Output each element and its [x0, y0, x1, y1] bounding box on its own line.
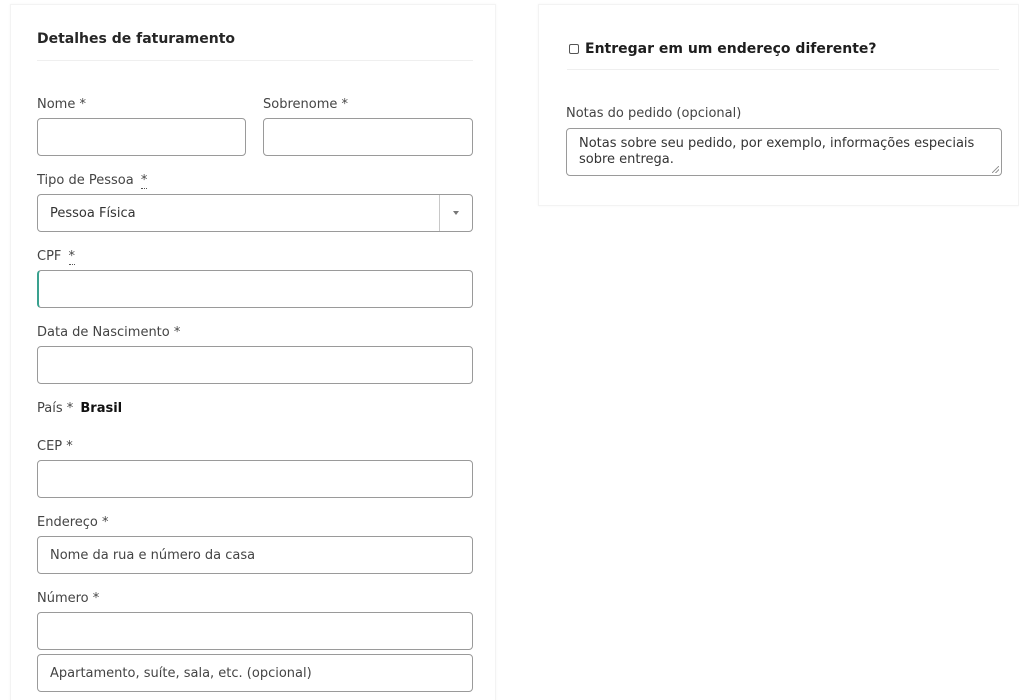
required-mark: * [102, 515, 109, 530]
postcode-input[interactable] [37, 460, 473, 498]
country-value: Brasil [80, 401, 123, 416]
required-mark: * [68, 249, 76, 264]
order-notes-textarea[interactable] [566, 128, 1002, 176]
required-mark: * [79, 97, 86, 112]
cpf-label [37, 249, 75, 264]
address-label-text: Endereço [37, 515, 98, 530]
address-2-input[interactable] [37, 654, 473, 692]
resize-handle-icon[interactable] [992, 166, 999, 173]
required-mark: * [173, 325, 181, 340]
required-mark: * [66, 401, 74, 416]
first-name-input[interactable] [37, 118, 246, 156]
birth-date-input[interactable] [37, 346, 473, 384]
ship-different-label[interactable]: Entregar em um endereço diferente? [585, 41, 877, 57]
person-type-label-text: Tipo de Pessoa [37, 173, 134, 188]
chevron-down-icon[interactable] [439, 195, 472, 231]
required-mark: * [341, 97, 349, 112]
postcode-label-text: CEP [37, 439, 63, 454]
number-label-text: Número [37, 591, 89, 606]
birth-date-label-text: Data de Nascimento [37, 325, 170, 340]
order-notes-placeholder: Notas sobre seu pedido, por exemplo, informações especiais sobre entrega. [579, 136, 975, 167]
person-type-label [37, 173, 147, 188]
last-name-label [263, 97, 348, 112]
cpf-label-text: CPF [37, 249, 62, 264]
number-label [37, 591, 99, 606]
country-label [37, 401, 122, 416]
billing-details-section [10, 4, 496, 700]
address-label [37, 515, 109, 530]
birth-date-label [37, 325, 180, 340]
required-mark: * [140, 173, 148, 188]
shipping-divider [567, 69, 999, 70]
first-name-label [37, 97, 86, 112]
first-name-label-text: Nome [37, 97, 76, 112]
number-input[interactable] [37, 612, 473, 650]
ship-different-checkbox[interactable] [569, 44, 579, 54]
last-name-label-text: Sobrenome [263, 97, 338, 112]
billing-title: Detalhes de faturamento [37, 31, 236, 47]
order-notes-label: Notas do pedido (opcional) [566, 106, 742, 121]
required-mark: * [92, 591, 100, 606]
last-name-input[interactable] [263, 118, 473, 156]
postcode-label [37, 439, 73, 454]
required-mark: * [66, 439, 73, 454]
shipping-section [538, 4, 1019, 206]
ship-different-row[interactable] [569, 41, 877, 57]
person-type-select[interactable] [37, 194, 473, 232]
title-divider [37, 60, 473, 61]
cpf-input[interactable] [37, 270, 473, 308]
person-type-selected-value: Pessoa Física [50, 206, 136, 221]
country-label-text: País [37, 401, 63, 416]
address-input[interactable] [37, 536, 473, 574]
